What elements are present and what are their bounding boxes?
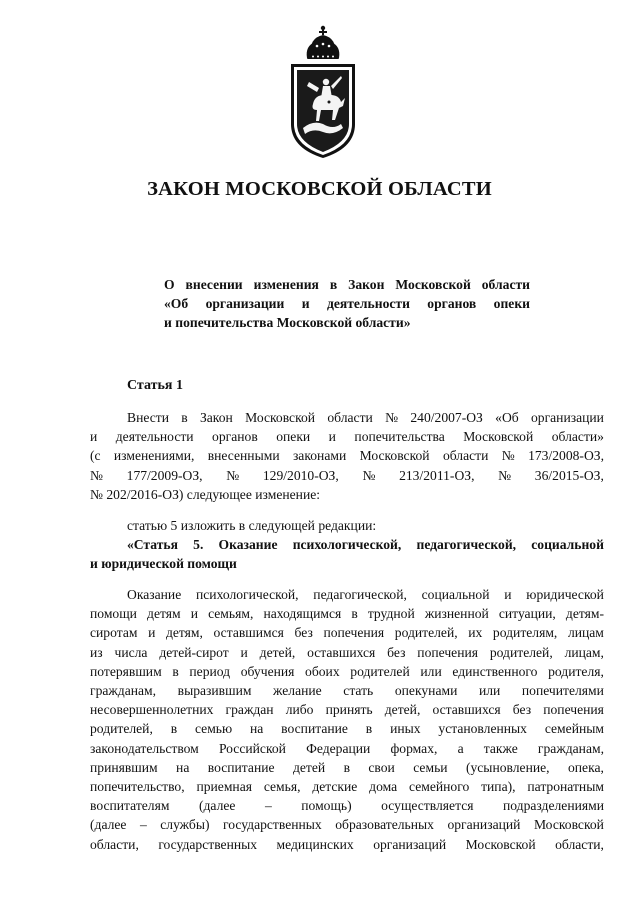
word: лицам — [567, 625, 604, 641]
word: и — [90, 429, 98, 445]
text-line: и юридической помощи — [90, 556, 237, 572]
word: социальной — [421, 587, 490, 602]
word: граждан — [225, 702, 274, 718]
word: трудной — [367, 606, 415, 622]
word: семью — [194, 721, 233, 737]
word: медицинских — [276, 836, 354, 852]
word: либо — [285, 702, 314, 718]
word: деятельности — [115, 429, 194, 445]
word: родителей, — [489, 644, 553, 660]
word: в — [365, 721, 373, 737]
word: № — [385, 410, 399, 425]
text-line — [90, 739, 604, 758]
word: в — [172, 663, 179, 679]
word: детям, — [165, 625, 203, 641]
word: и — [240, 644, 248, 660]
word: опеки — [276, 429, 311, 445]
word: воспитание — [207, 759, 275, 775]
word: формах, — [390, 740, 438, 756]
word: детей, — [259, 644, 296, 660]
word: потерявшим — [90, 663, 162, 679]
word: в — [351, 606, 358, 622]
word: области — [442, 448, 489, 464]
word: Российской — [218, 740, 286, 756]
word: гражданам, — [537, 740, 604, 756]
word: законодательством — [90, 740, 199, 756]
text-line — [90, 719, 604, 738]
text-line: статью 5 изложить в следующей редакции: — [127, 518, 377, 533]
word: «Об — [495, 410, 519, 425]
word: государственных — [222, 817, 322, 833]
word: стать — [343, 683, 374, 699]
word: детей-сирот — [159, 644, 229, 660]
word: оставшимся — [213, 625, 284, 641]
word: на — [176, 759, 190, 775]
document-title: ЗАКОН МОСКОВСКОЙ ОБЛАСТИ — [147, 178, 492, 200]
word: опека, — [567, 759, 604, 775]
word: жизненной — [424, 606, 489, 622]
word: (далее — [90, 817, 127, 833]
word: а — [457, 740, 464, 756]
word: их — [468, 625, 483, 641]
word: Закон — [199, 410, 233, 425]
word: воспитателям — [90, 798, 170, 814]
word: дома — [369, 779, 398, 795]
word: патронатным — [527, 779, 604, 795]
word: Московской — [463, 429, 534, 445]
word: Московской — [465, 836, 536, 852]
word: Внести — [127, 410, 169, 425]
word: Федерации — [306, 740, 371, 756]
word: иных — [390, 721, 421, 737]
word: попечителями — [521, 683, 604, 699]
subject-line: «Об организации и деятельности органов опеки — [164, 296, 530, 311]
word: области, — [90, 836, 139, 852]
word: родителей, — [90, 721, 153, 737]
word: помощь) — [301, 798, 352, 814]
word: Оказание — [127, 587, 182, 602]
subject-line: О внесении изменения в Закон Московской области — [164, 277, 530, 292]
word: области, — [555, 836, 604, 852]
paragraph-amendment — [90, 408, 604, 504]
word: психологической, — [292, 537, 402, 552]
word: попечения — [417, 644, 479, 660]
word: в — [170, 721, 178, 737]
word: также — [483, 740, 518, 756]
word: находящимся — [263, 606, 342, 622]
paragraph-instruction — [90, 516, 604, 535]
word: желание — [273, 683, 322, 699]
word: 173/2008-ОЗ, — [528, 448, 604, 464]
word: изменениями, — [113, 448, 195, 464]
word: или — [478, 683, 501, 699]
word: «Статья — [127, 537, 178, 552]
paragraph-article-5-text — [90, 585, 604, 854]
word: организаций — [373, 836, 447, 852]
word: (с — [90, 448, 101, 464]
word: государственных — [158, 836, 258, 852]
word: образовательных — [335, 817, 434, 833]
word: родителя, — [548, 663, 604, 679]
word: № — [226, 467, 240, 483]
word: родителей, — [394, 625, 458, 641]
word: организаций — [447, 817, 521, 833]
word: на — [250, 721, 264, 737]
word: юридической — [526, 587, 604, 602]
word: психологической, — [196, 587, 299, 602]
word: числа — [114, 644, 148, 660]
word: № — [498, 467, 512, 483]
word: семьям, — [208, 606, 254, 622]
word: обоих — [305, 663, 340, 679]
word: детские — [312, 779, 358, 795]
word: внесенными — [207, 448, 280, 464]
word: ситуации, — [498, 606, 556, 622]
word: – — [139, 817, 147, 833]
word: лицам, — [564, 644, 604, 660]
text-line — [90, 466, 604, 485]
word: и — [328, 429, 336, 445]
word: гражданам, — [90, 683, 157, 699]
text-line — [90, 408, 604, 427]
word: выразившим — [177, 683, 252, 699]
word: 240/2007-ОЗ — [410, 410, 483, 425]
text-line — [90, 662, 604, 681]
word: оставшихся — [307, 644, 376, 660]
word: принявшим — [90, 759, 158, 775]
text-line — [90, 758, 604, 777]
word: детей, — [384, 702, 421, 718]
law-subject — [164, 275, 530, 332]
word: (далее — [198, 798, 236, 814]
word: № — [90, 467, 103, 483]
word: период — [189, 663, 231, 679]
word: родителям, — [492, 625, 558, 641]
text-line — [90, 446, 604, 465]
word: осуществляется — [381, 798, 474, 814]
word: № — [501, 448, 515, 464]
word: обучения — [240, 663, 295, 679]
word: свои — [368, 759, 395, 775]
word: семейным — [544, 721, 604, 737]
text-line — [90, 604, 604, 623]
text-line — [90, 427, 604, 446]
word: в — [181, 410, 188, 425]
article-5-heading — [90, 535, 604, 573]
word: сиротам — [90, 625, 138, 641]
word: законами — [292, 448, 347, 464]
word: социальной — [531, 537, 604, 552]
subject-line: и попечительства Московской области» — [164, 315, 411, 330]
text-line — [90, 535, 604, 554]
word: 213/2011-ОЗ, — [399, 467, 475, 483]
word: или — [420, 663, 442, 679]
text-line — [90, 777, 604, 796]
word: 177/2009-ОЗ, — [126, 467, 203, 483]
text-line — [90, 681, 604, 700]
word: педагогической, — [313, 587, 407, 602]
word: – — [264, 798, 272, 814]
word: попечительства — [354, 429, 445, 445]
word: попечительство, — [90, 779, 185, 795]
text-line: № 202/2016-ОЗ) следующее изменение: — [90, 486, 321, 502]
word: попечения — [543, 702, 604, 718]
word: органов — [212, 429, 258, 445]
word: без — [294, 625, 313, 641]
word: № — [362, 467, 376, 483]
word: родителей — [350, 663, 410, 679]
article-heading: Статья 1 — [127, 378, 183, 393]
word: из — [90, 644, 103, 660]
word: подразделениями — [503, 798, 604, 814]
word: опекунами — [394, 683, 458, 699]
word: Московской — [359, 448, 430, 464]
text-line — [90, 585, 604, 604]
word: и — [504, 587, 512, 602]
word: педагогической, — [416, 537, 517, 552]
text-line — [90, 643, 604, 662]
word: Московской — [245, 410, 316, 425]
word: семья, — [263, 779, 301, 795]
word: несовершеннолетних — [90, 702, 214, 718]
word: (усыновление, — [465, 759, 550, 775]
word: установленных — [438, 721, 527, 737]
text-line — [90, 623, 604, 642]
word: детям — [147, 606, 181, 622]
word: области» — [551, 429, 604, 445]
word: типа), — [481, 779, 516, 795]
word: и — [148, 625, 156, 641]
word: 5. — [193, 537, 204, 552]
word: службы) — [160, 817, 210, 833]
word: принять — [325, 702, 373, 718]
word: помощи — [90, 606, 137, 622]
word: детям- — [565, 606, 604, 622]
text-line — [90, 835, 604, 854]
word: семьи — [413, 759, 448, 775]
word: детей — [292, 759, 326, 775]
text-line — [90, 815, 604, 834]
word: приемная — [196, 779, 252, 795]
word: воспитание — [281, 721, 348, 737]
moscow-oblast-coat-of-arms-icon — [283, 24, 363, 160]
word: Оказание — [218, 537, 278, 552]
word: 129/2010-ОЗ, — [262, 467, 339, 483]
word: области — [327, 410, 373, 425]
word: и — [190, 606, 198, 622]
word: без — [387, 644, 406, 660]
word: Московской — [533, 817, 604, 833]
word: 36/2015-ОЗ, — [534, 467, 604, 483]
word: в — [343, 759, 350, 775]
word: организации — [530, 410, 604, 425]
text-line — [90, 700, 604, 719]
word: единственного — [452, 663, 538, 679]
word: семейного — [409, 779, 470, 795]
word: без — [512, 702, 532, 718]
text-line — [90, 796, 604, 815]
word: попечения — [323, 625, 385, 641]
word: оставшихся — [432, 702, 501, 718]
